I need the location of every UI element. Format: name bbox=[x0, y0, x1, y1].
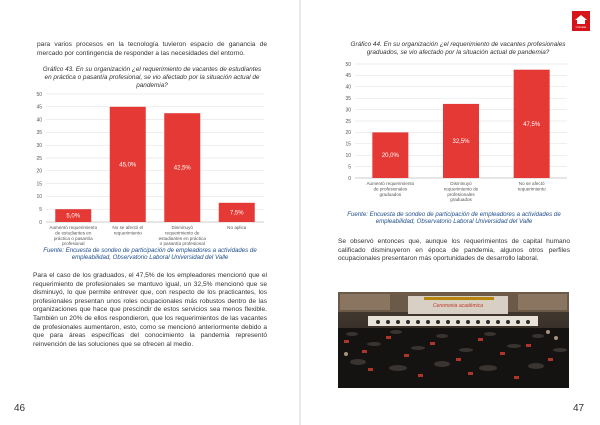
c44-y-tick-label: 25 bbox=[345, 118, 351, 125]
c44-y-tick-label: 40 bbox=[345, 84, 351, 91]
left-page bbox=[0, 0, 299, 425]
c43-category-label: de estudiantes en bbox=[55, 230, 92, 236]
chart-44-caption: Gráfico 44. En su organización ¿el requerimiento de vacantes profesionales graduados, se vio afectado por la situación actual de pandemia? bbox=[350, 41, 566, 56]
c43-category-label: No aplica bbox=[227, 225, 247, 230]
photo-banner-text: Ceremonia académica bbox=[432, 303, 484, 309]
c43-category-label: No se afectó el bbox=[112, 225, 144, 230]
c43-y-tick-label: 50 bbox=[36, 91, 42, 98]
c44-y-tick-label: 20 bbox=[345, 130, 351, 137]
c44-y-tick-label: 45 bbox=[345, 73, 351, 80]
c44-data-label: 47,5% bbox=[523, 121, 541, 128]
c43-y-tick-label: 25 bbox=[36, 155, 42, 162]
c44-y-tick-label: 30 bbox=[345, 107, 351, 114]
c43-data-label: 42,5% bbox=[173, 165, 191, 172]
c44-category-label: de profesionales bbox=[373, 186, 408, 192]
c44-category-label: graduados bbox=[379, 191, 402, 197]
c44-category-label: graduados bbox=[450, 197, 472, 203]
c44-y-tick-label: 35 bbox=[345, 96, 351, 102]
c44-y-tick-label: 50 bbox=[345, 61, 351, 68]
c43-y-tick-label: 35 bbox=[36, 130, 42, 137]
c43-y-tick-label: 10 bbox=[36, 194, 42, 201]
c43-y-tick-label: 15 bbox=[36, 181, 42, 188]
c44-category-label: requerimiento bbox=[517, 186, 546, 192]
c43-data-label: 5,0% bbox=[66, 213, 81, 220]
c43-data-label: 7,5% bbox=[229, 210, 244, 217]
chart-44 bbox=[331, 58, 573, 210]
c43-category-label: Aumentó requerimiento bbox=[49, 225, 98, 230]
c43-category-label: requerimiento de bbox=[165, 230, 200, 236]
c43-y-tick-label: 20 bbox=[36, 168, 42, 175]
c44-category-label: requerimiento de bbox=[443, 186, 479, 192]
c43-category-label: estudiantes en práctica bbox=[158, 235, 206, 241]
c44-y-tick-label: 10 bbox=[345, 153, 351, 159]
university-logo bbox=[572, 11, 590, 31]
c43-y-tick-label: 30 bbox=[36, 143, 42, 149]
body-paragraph-right: Se observó entonces que, aunque los requerimientos de capital humano calificado disminuyeron en época de pandemia, algunos otros perfiles ocupacionales presentaron más oportunidades de desarrollo laboral. bbox=[338, 238, 570, 263]
c43-category-label: o pasantía profesional bbox=[159, 241, 205, 246]
c44-y-tick-label: 5 bbox=[348, 164, 351, 171]
chart-44-source: Fuente: Encuesta de sondeo de participación de empleadores a actividades de empleabilidad, Observatorio Laboral Universidad del Valle bbox=[347, 211, 561, 226]
c44-category-label: Disminuyó bbox=[450, 181, 472, 186]
c44-data-label: 20,0% bbox=[381, 153, 399, 160]
c43-category-label: práctica o pasantía bbox=[53, 235, 93, 241]
intro-paragraph: para varios procesos en la tecnología tuvieron espacio de ganancia de mercado por contingencia de responder a las necesidades del entorno. bbox=[37, 41, 267, 57]
graduation-ceremony-photo bbox=[338, 292, 569, 388]
c44-category-label: No se afectó bbox=[518, 181, 545, 186]
c44-category-label: profesionales bbox=[447, 191, 475, 197]
c43-y-tick-label: 45 bbox=[36, 104, 42, 111]
page-number-right: 47 bbox=[573, 403, 585, 414]
c43-y-tick-label: 0 bbox=[39, 219, 42, 226]
c44-y-tick-label: 15 bbox=[345, 141, 351, 148]
c43-y-tick-label: 40 bbox=[36, 117, 42, 124]
page-number-left: 46 bbox=[14, 403, 26, 414]
c43-category-label: Disminuyó bbox=[171, 225, 193, 230]
c44-data-label: 32,5% bbox=[452, 138, 470, 145]
c43-y-tick-label: 5 bbox=[39, 207, 42, 213]
c43-data-label: 45,0% bbox=[119, 162, 137, 169]
c44-y-tick-label: 0 bbox=[348, 175, 351, 182]
chart-43-caption: Gráfico 43. En su organización ¿el requerimiento de vacantes de estudiantes en práctica o pasantía profesional, se vio afectado por la situación actual de pandemia? bbox=[42, 66, 262, 89]
body-paragraph-left: Para el caso de los graduados, el 47,5% de los empleadores mencionó que el requerimiento de profesionales se mantuvo igual, un 32,5% mencionó que se disminuyó, lo que permite entrever que, con respecto de los practicantes, los profesionales presentan unos roles ocupacionales más robustos dentro de las organizaciones que hace que prescindir de estos servicios sea menos flexible. También un 20% de ellos respondieron, que los requerimientos de las vacantes de profesionales aumentaron, esto, como se mencionó anteriormente debido a que para áreas específicas del conocimiento la pandemia representó reinvención de las soluciones que se ofrecen al medio. bbox=[33, 272, 267, 348]
chart-43 bbox=[30, 88, 270, 246]
right-page bbox=[301, 0, 600, 425]
c43-category-label: profesional bbox=[62, 241, 85, 246]
c43-category-label: requerimiento bbox=[113, 230, 142, 236]
chart-43-source: Fuente: Encuesta de sondeo de participación de empleadores a actividades de empleabilidad, Observatorio Laboral Universidad del Valle bbox=[43, 247, 257, 262]
c44-category-label: Aumentó requerimiento bbox=[366, 181, 415, 186]
logo-base-shape bbox=[577, 20, 585, 24]
logo-text: Univalle bbox=[575, 25, 587, 29]
